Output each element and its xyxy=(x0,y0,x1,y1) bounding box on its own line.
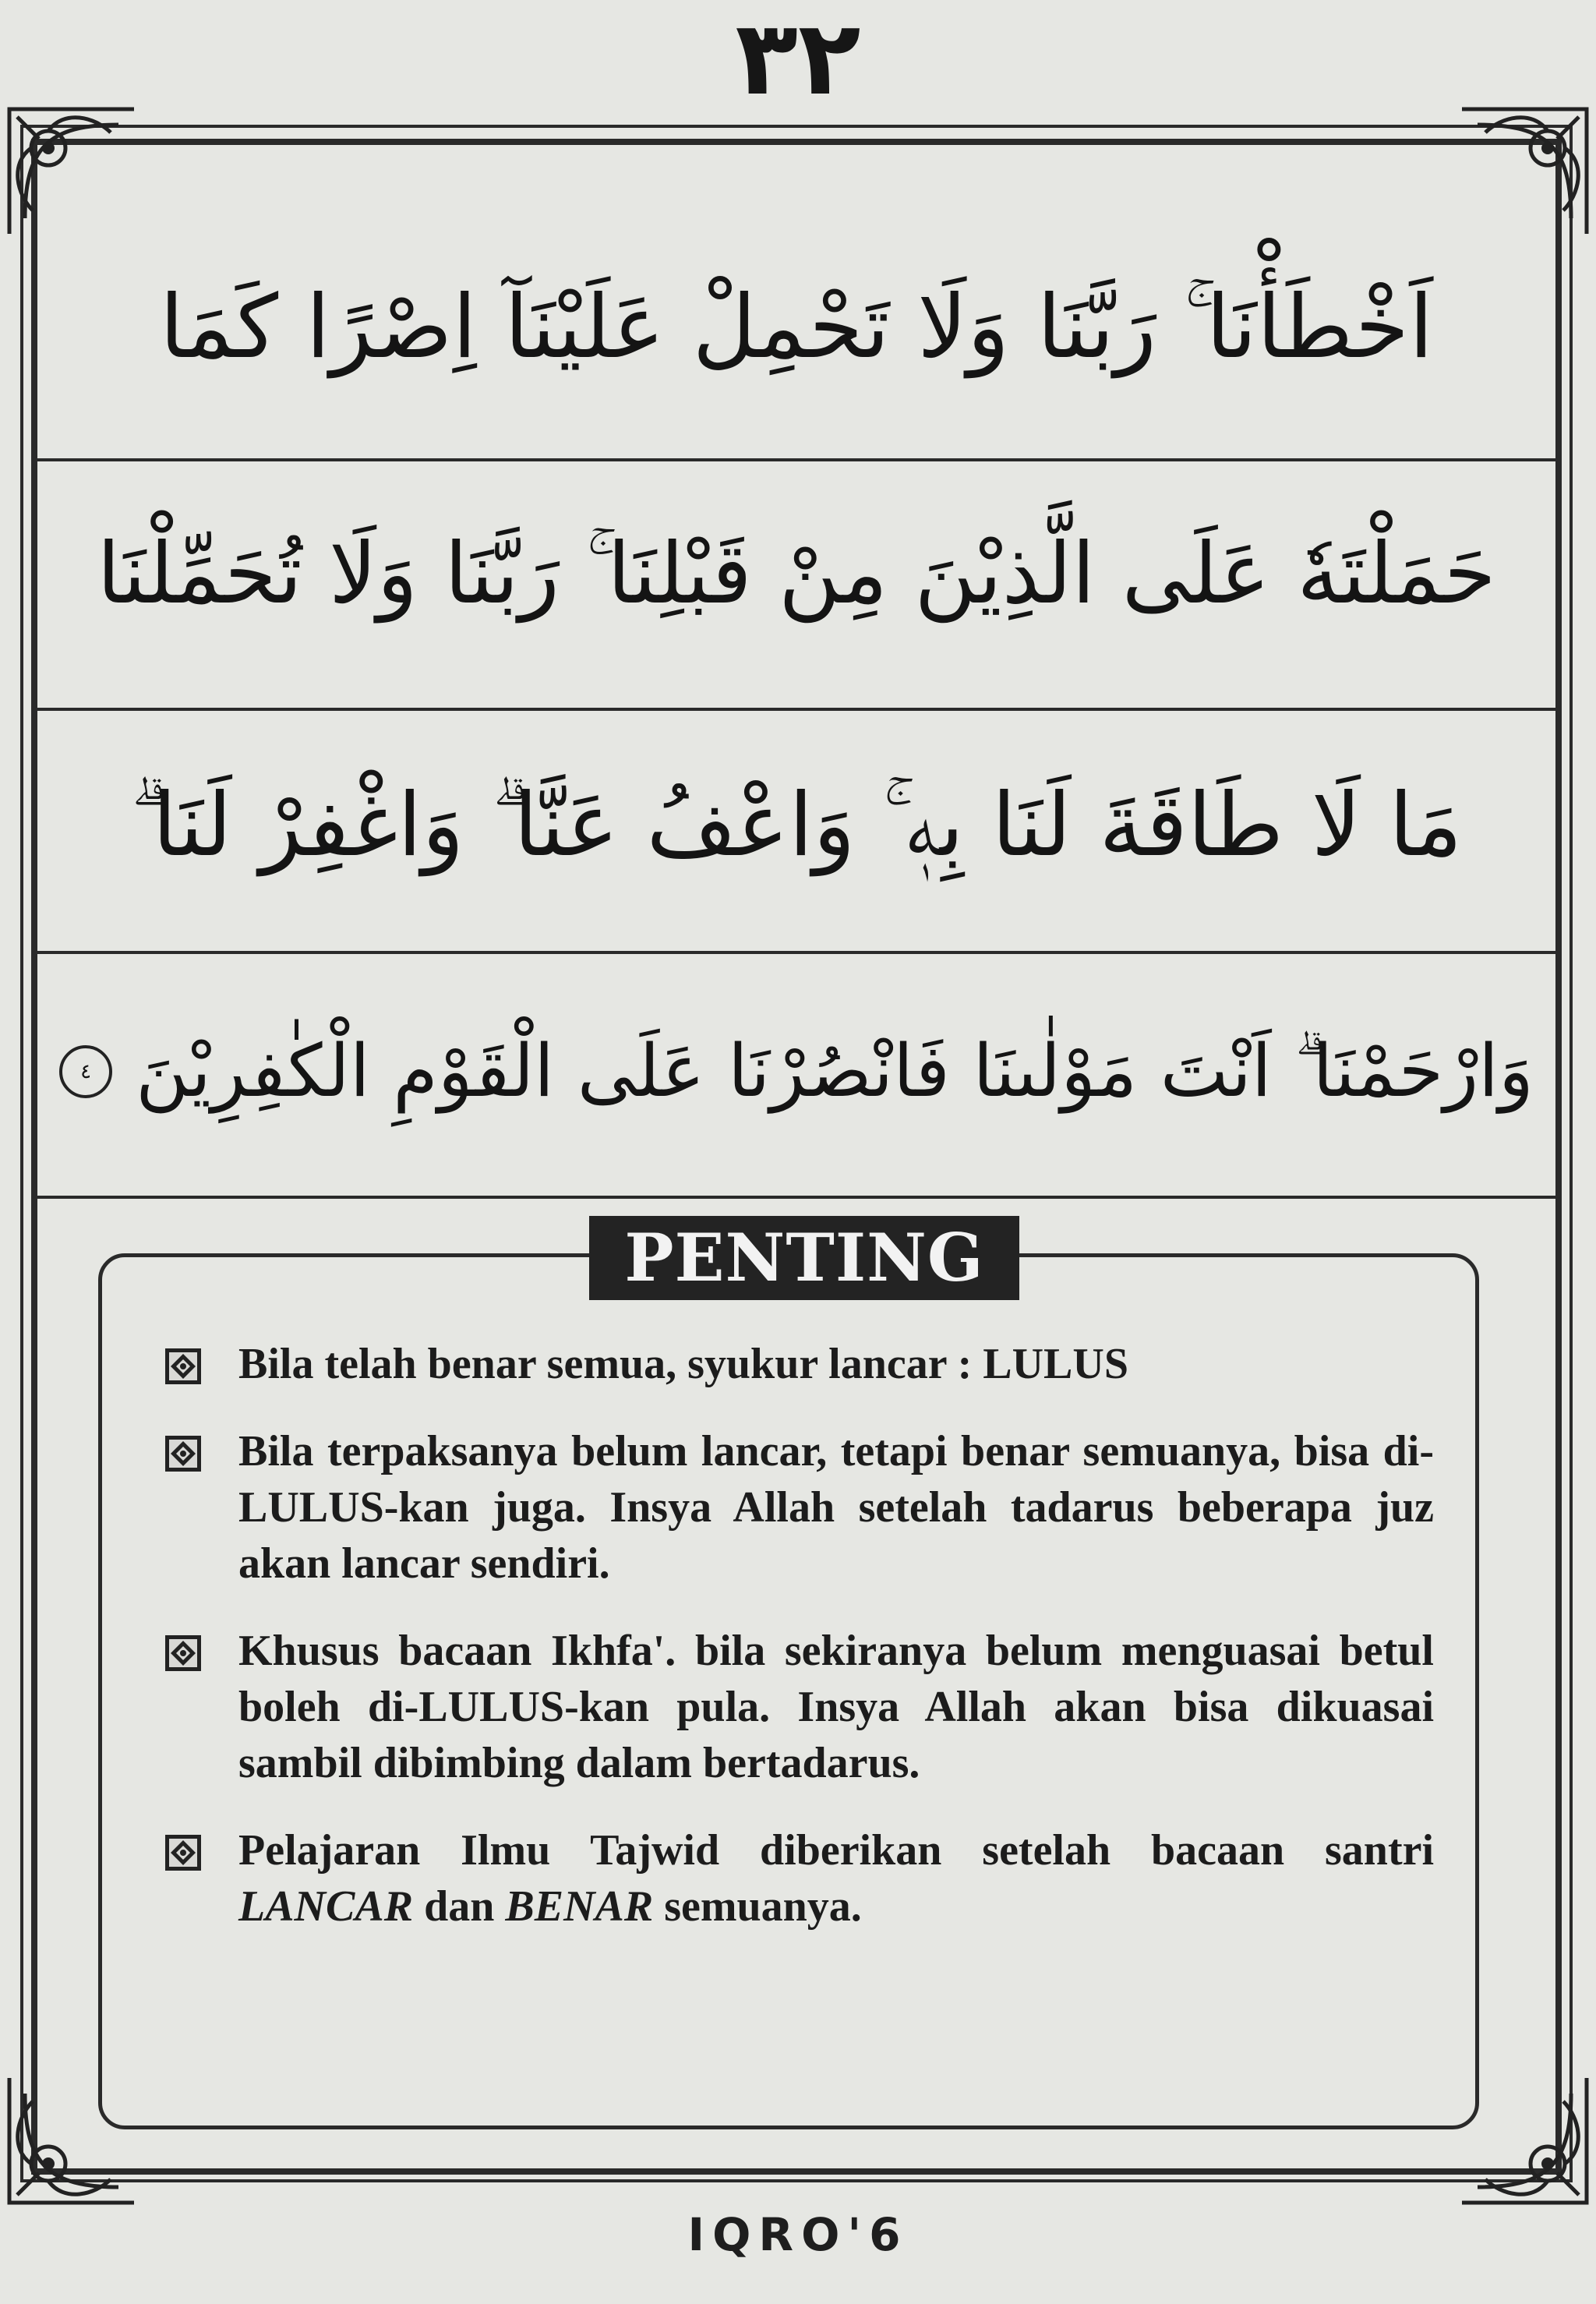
verse-line-3 xyxy=(37,711,1555,942)
penting-list xyxy=(164,1336,1434,1966)
diamond-bullet-icon xyxy=(164,1347,203,1386)
verse-line-4 xyxy=(37,954,1555,1189)
list-item xyxy=(164,1623,1434,1791)
note-text-part: Pelajaran Ilmu Tajwid diberikan setelah bacaan santri xyxy=(238,1826,1434,1875)
list-item xyxy=(164,1336,1434,1392)
verse-line-1 xyxy=(37,204,1555,452)
list-item xyxy=(164,1822,1434,1935)
verse-section xyxy=(37,204,1555,1199)
diamond-bullet-icon xyxy=(164,1434,203,1473)
diamond-bullet-icon xyxy=(164,1833,203,1872)
verse-line-2 xyxy=(37,461,1555,687)
verse-text: مَا لَا طَاقَةَ لَنَا بِهٖ ۚ وَاعْفُ عَنَّا ۗ وَاغْفِرْ لَنَا ۗ xyxy=(130,775,1463,876)
note-text-part: semuanya. xyxy=(653,1882,862,1931)
penting-title: PENTING xyxy=(589,1216,1019,1300)
line-divider xyxy=(37,1196,1555,1199)
list-item xyxy=(164,1423,1434,1592)
ayah-end-marker: ٤ xyxy=(59,1045,112,1098)
note-text xyxy=(238,1826,1434,1931)
note-emphasis: BENAR xyxy=(505,1882,654,1931)
note-text-part: dan xyxy=(413,1882,506,1931)
diamond-bullet-icon xyxy=(164,1634,203,1673)
verse-text: اَخْطَأْنَا ۚ رَبَّنَا وَلَا تَحْمِلْ عَلَيْنَآ اِصْرًا كَمَا xyxy=(159,277,1434,378)
note-text: Bila terpaksanya belum lancar, tetapi benar semuanya, bisa di-LULUS-kan juga. Insya Allah setelah tadarus beberapa juz akan lancar sendiri. xyxy=(238,1427,1434,1588)
page-number: ٣٢ xyxy=(735,0,861,118)
note-emphasis: LANCAR xyxy=(238,1882,414,1931)
verse-text: حَمَلْتَهٗ عَلَى الَّذِيْنَ مِنْ قَبْلِنَا ۚ رَبَّنَا وَلَا تُحَمِّلْنَا xyxy=(97,525,1496,623)
note-text: Khusus bacaan Ikhfa'. bila sekiranya belum menguasai betul boleh di-LULUS-kan pula. Insya Allah akan bisa dikuasai sambil dibimbing dalam bertadarus. xyxy=(238,1627,1434,1787)
verse-text: وَارْحَمْنَا ۗ اَنْتَ مَوْلٰىنَا فَانْصُرْنَا عَلَى الْقَوْمِ الْكٰفِرِيْنَ xyxy=(136,1029,1534,1113)
book-footer: IQRO'6 xyxy=(687,2208,909,2261)
note-text: Bila telah benar semua, syukur lancar : LULUS xyxy=(238,1340,1128,1388)
